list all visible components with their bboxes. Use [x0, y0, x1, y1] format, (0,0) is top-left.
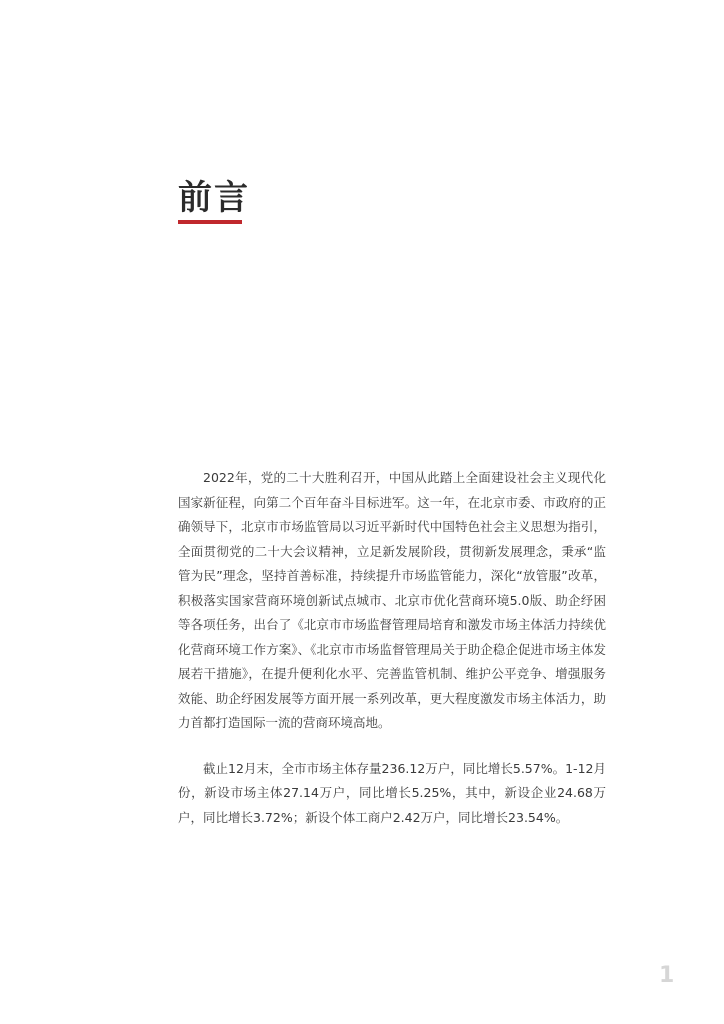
title-block — [178, 178, 250, 224]
title-underline — [178, 220, 242, 224]
page-number: 1 — [659, 963, 675, 988]
paragraph-statistics: 截止12月末，全市市场主体存量236.12万户，同比增长5.57%。1-12月份，新设市场主体27.14万户，同比增长5.25%，其中，新设企业24.68万户，同比增长3.72%；新设个体工商户2.42万户，同比增长23.54%。 — [178, 760, 606, 825]
paragraph-intro: 2022年，党的二十大胜利召开，中国从此踏上全面建设社会主义现代化国家新征程，向第二个百年奋斗目标进军。这一年，在北京市委、市政府的正确领导下，北京市市场监管局以习近平新时代中国特色社会主义思想为指引，全面贯彻党的二十大会议精神，立足新发展阶段，贯彻新发展理念，秉承“监管为民”理念，坚持首善标准，持续提升市场监管能力，深化“放管服”改革，积极落实国家营商环境创新试点城市、北京市优化营商环境5.0版、助企纾困等各项任务，出台了《北京市市场监督管理局培育和激发市场主体活力持续优化营商环境工作方案》、《北京市市场监督管理局关于助企稳企促进市场主体发展若干措施》，在提升便利化水平、完善监管机制、维护公平竞争、增强服务效能、助企纾困发展等方面开展一系列改革，更大程度激发市场主体活力，助力首都打造国际一流的营商环境高地。 — [178, 470, 606, 730]
preface-body — [178, 466, 606, 830]
page-title: 前言 — [178, 178, 250, 218]
